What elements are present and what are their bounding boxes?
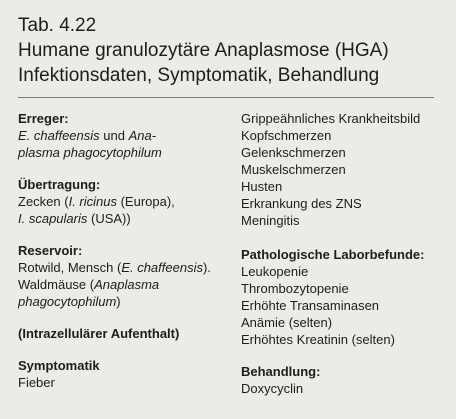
symptom-item: Kopfschmerzen bbox=[241, 128, 332, 143]
title-divider bbox=[18, 97, 434, 98]
reservoir-text-1: Rotwild, Mensch ( bbox=[18, 260, 122, 275]
title-line-2: Infektionsdaten, Symptomatik, Behandlung bbox=[18, 65, 380, 86]
erreger-species-2-start: Ana- bbox=[128, 128, 157, 143]
reservoir-species-1: E. chaffeensis bbox=[121, 260, 203, 275]
reservoir-line-3 bbox=[18, 293, 240, 310]
symptom-item: Fieber bbox=[18, 375, 55, 390]
labor-heading: Pathologische Laborbefunde: bbox=[241, 247, 425, 262]
erreger-line-1 bbox=[18, 127, 240, 144]
symptomatik-section bbox=[18, 357, 240, 391]
reservoir-heading: Reservoir: bbox=[18, 243, 83, 258]
reservoir-text-1-end: ). bbox=[202, 260, 211, 275]
reservoir-section bbox=[18, 242, 240, 310]
erreger-section bbox=[18, 110, 240, 161]
uebertragung-species-2: I. scapularis bbox=[18, 211, 88, 226]
uebertragung-section bbox=[18, 176, 240, 227]
erreger-line-2 bbox=[18, 144, 240, 161]
erreger-heading: Erreger: bbox=[18, 111, 69, 126]
uebertragung-region-2: (USA)) bbox=[87, 211, 131, 226]
symptom-item: Erkrankung des ZNS bbox=[241, 196, 362, 211]
behandlung-item: Doxycyclin bbox=[241, 381, 304, 396]
symptom-item: Grippeähnliches Krankheitsbild bbox=[241, 111, 421, 126]
spacer bbox=[241, 229, 446, 246]
symptomatik-heading: Symptomatik bbox=[18, 358, 100, 373]
reservoir-species-2-end: phagocytophilum bbox=[18, 294, 117, 309]
uebertragung-heading: Übertragung: bbox=[18, 177, 101, 192]
symptom-item: Muskelschmerzen bbox=[241, 162, 346, 177]
uebertragung-region-1: (Europa), bbox=[116, 194, 175, 209]
labor-item: Erhöhte Transaminasen bbox=[241, 298, 380, 313]
behandlung-heading: Behandlung: bbox=[241, 364, 321, 379]
symptom-item: Meningitis bbox=[241, 213, 300, 228]
reservoir-text-2: Waldmäuse ( bbox=[18, 277, 95, 292]
erreger-species-2-end: plasma phagocytophilum bbox=[18, 145, 162, 160]
right-column bbox=[241, 110, 446, 412]
aufenthalt-heading: (Intrazellulärer Aufenthalt) bbox=[18, 326, 180, 341]
aufenthalt-section bbox=[18, 325, 240, 342]
labor-section bbox=[241, 246, 446, 348]
erreger-conjunction: und bbox=[99, 128, 129, 143]
uebertragung-species-1: I. ricinus bbox=[68, 194, 117, 209]
table-number: Tab. 4.22 bbox=[18, 15, 97, 36]
title-line-1: Humane granulozytäre Anaplasmose (HGA) bbox=[18, 40, 389, 61]
labor-item: Thrombozytopenie bbox=[241, 281, 349, 296]
symptom-item: Gelenkschmerzen bbox=[241, 145, 346, 160]
uebertragung-text-1: Zecken ( bbox=[18, 194, 69, 209]
reservoir-line-1 bbox=[18, 259, 240, 276]
uebertragung-line-2 bbox=[18, 210, 240, 227]
behandlung-section bbox=[241, 363, 446, 397]
left-column bbox=[18, 110, 240, 406]
reservoir-text-3-end: ) bbox=[116, 294, 121, 309]
labor-item: Erhöhtes Kreatinin (selten) bbox=[241, 332, 395, 347]
symptom-item: Husten bbox=[241, 179, 283, 194]
table-title bbox=[18, 38, 389, 88]
erreger-species-1: E. chaffeensis bbox=[18, 128, 100, 143]
reservoir-line-2 bbox=[18, 276, 240, 293]
symptom-list bbox=[241, 110, 446, 229]
uebertragung-line-1 bbox=[18, 193, 240, 210]
reservoir-species-2-start: Anaplasma bbox=[94, 277, 160, 292]
labor-item: Anämie (selten) bbox=[241, 315, 333, 330]
labor-item: Leukopenie bbox=[241, 264, 309, 279]
